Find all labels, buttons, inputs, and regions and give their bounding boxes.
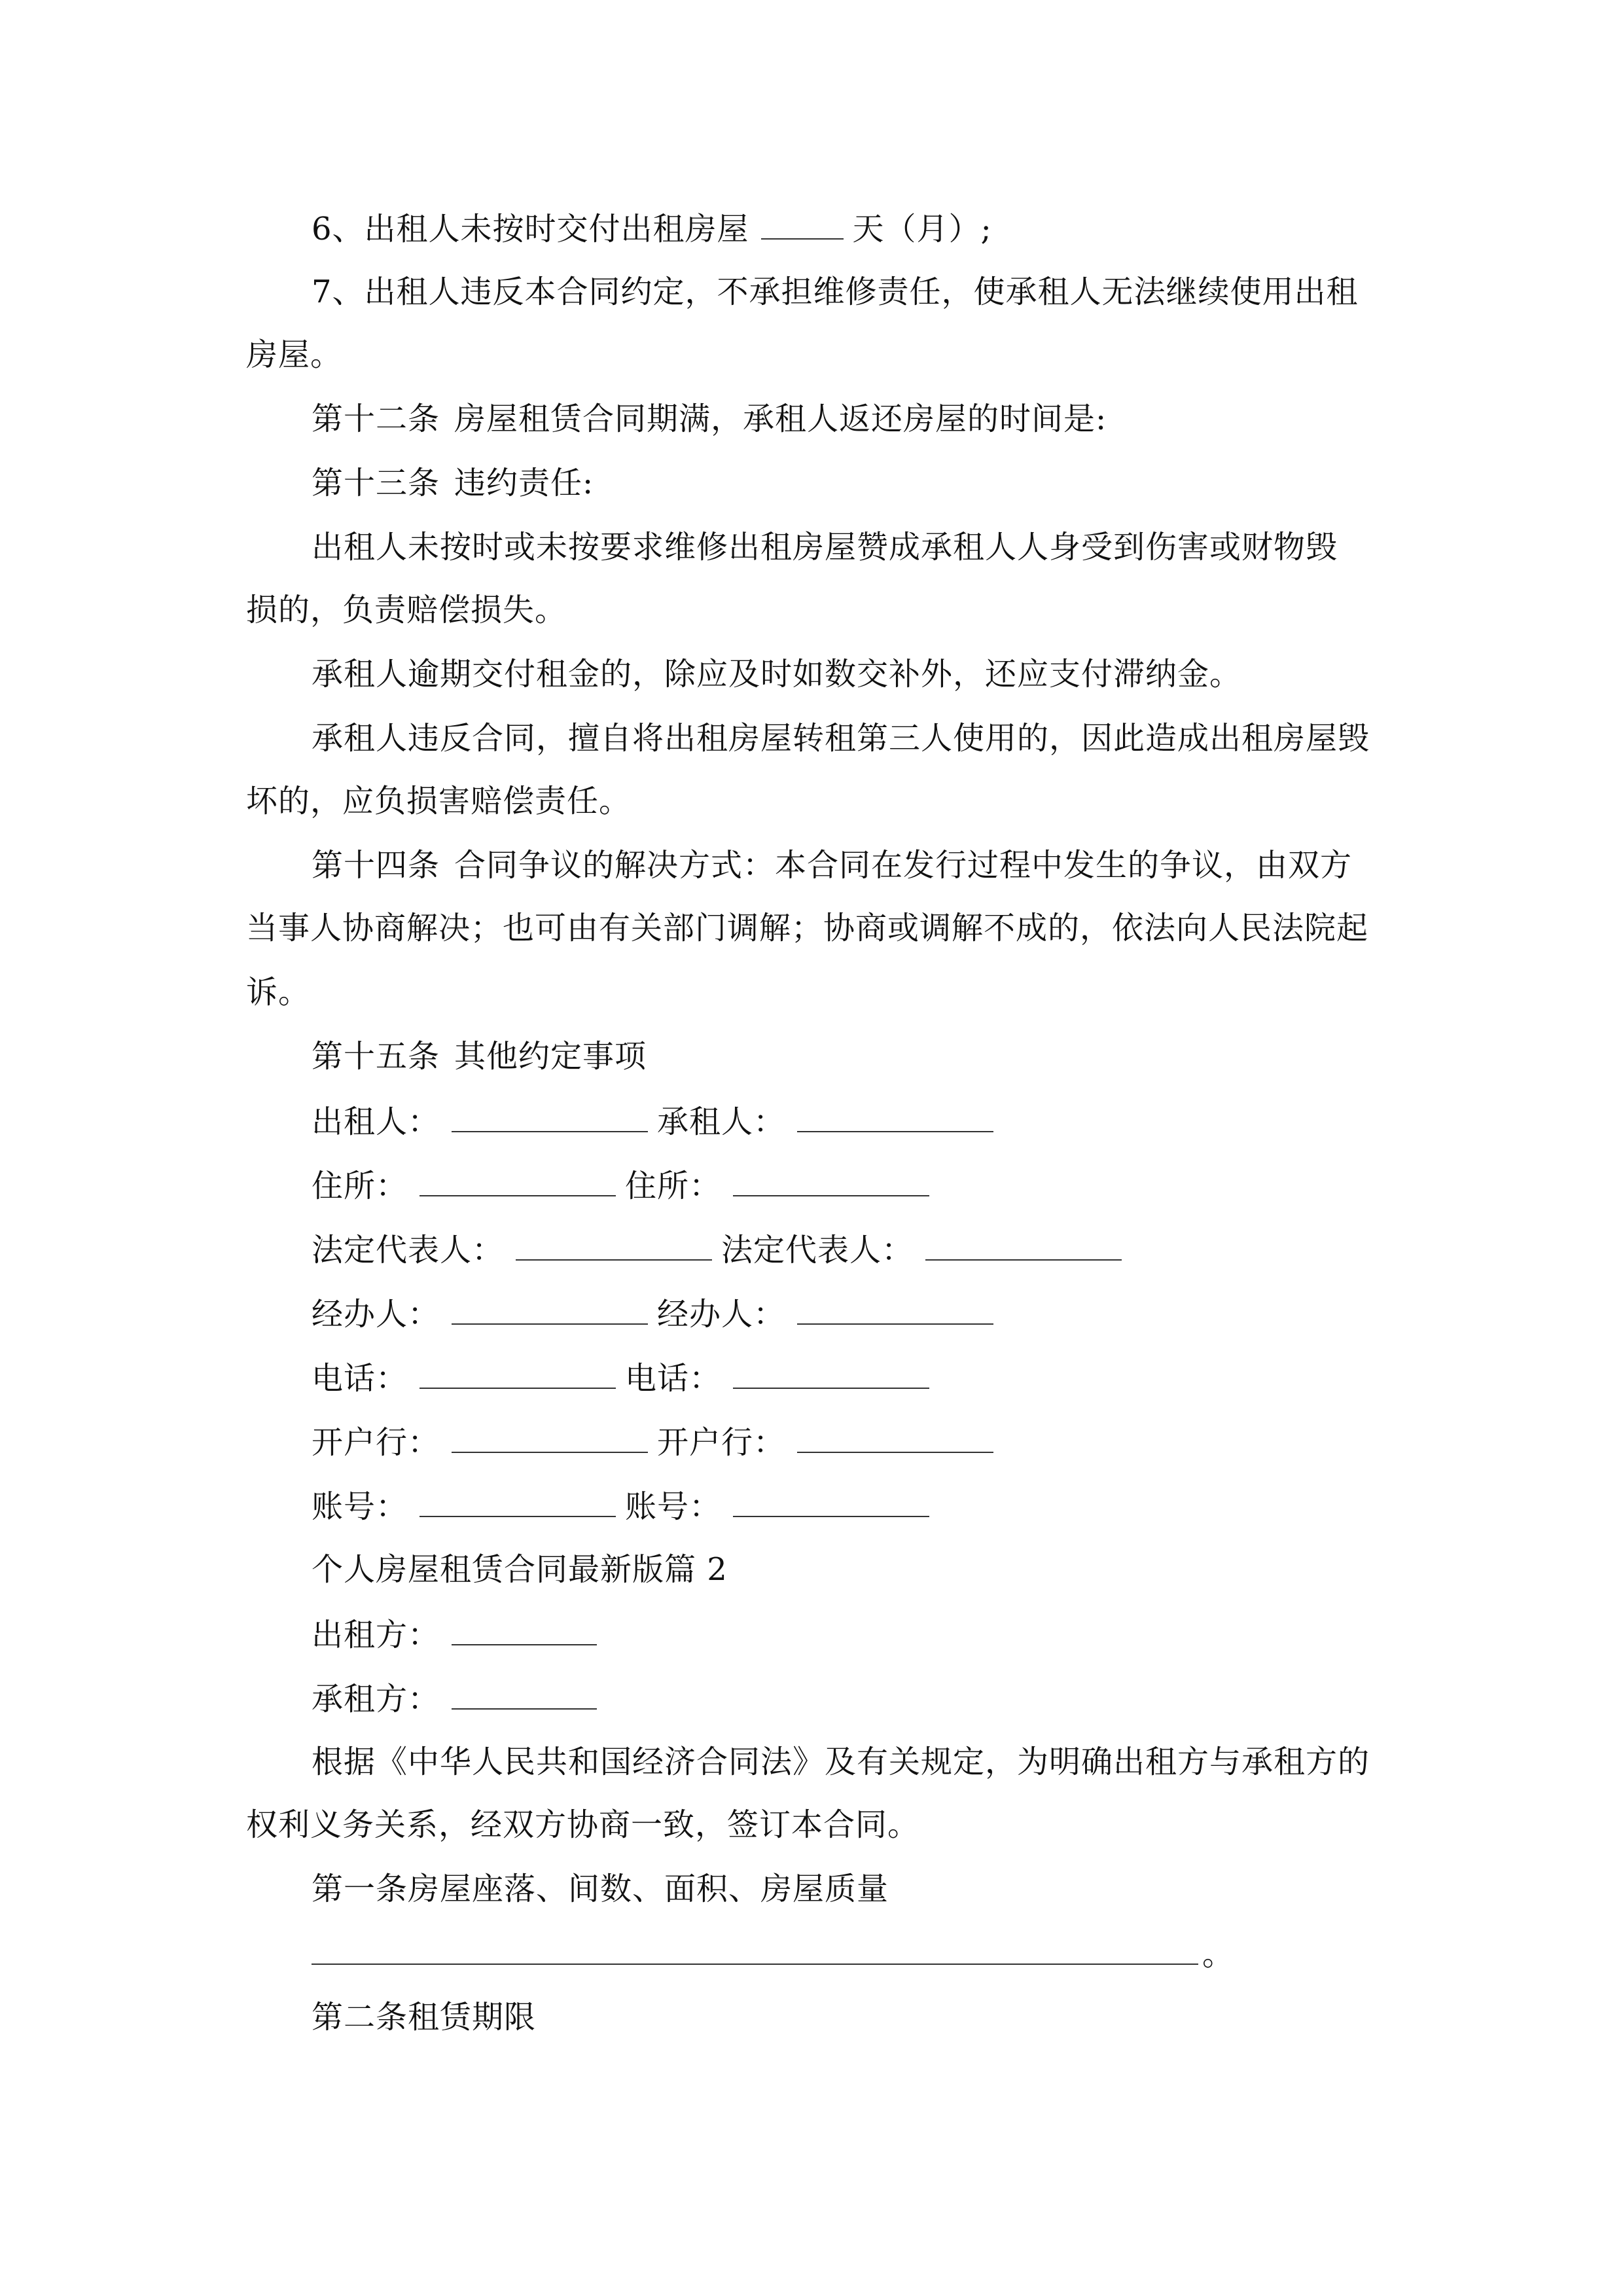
liability-3-line1: 承租人违反合同，擅自将出租房屋转租第三人使用的，因此造成出租房屋毁: [312, 720, 1370, 757]
article-14-text: 合同争议的解决方式：本合同在发行过程中发生的争议，由双方: [454, 847, 1353, 884]
signature-row-agent: [312, 1293, 1003, 1334]
signature-row-lessor: [312, 1101, 1003, 1141]
article-13-text: 违约责任:: [454, 465, 594, 501]
clause-6-text: 6、出租人未按时交付出租房屋: [312, 211, 749, 247]
signature-blank-left: [452, 1422, 648, 1453]
signature-blank-left: [419, 1357, 616, 1389]
signature-blank-right: [797, 1422, 993, 1453]
signature-label-left: 出租人：: [312, 1103, 440, 1140]
signature-row-phone: [312, 1357, 938, 1398]
liability-1-line2: 损的，负责赔偿损失。: [246, 592, 567, 628]
liability-1-line1: 出租人未按时或未按要求维修出租房屋赞成承租人人身受到伤害或财物毁: [312, 529, 1338, 565]
article-14-number: 第十四条: [312, 847, 440, 884]
article-1-fill-line: [312, 1933, 1234, 1974]
article-13: [312, 463, 594, 503]
signature-label-right: 电话：: [625, 1360, 722, 1397]
signature-row-account: [312, 1486, 938, 1526]
liability-2: 承租人逾期交付租金的，除应及时如数交补外，还应支付滞纳金。: [312, 656, 1242, 692]
signature-label-right: 开户行：: [657, 1424, 786, 1461]
signature-label-left: 账号：: [312, 1488, 408, 1525]
article-2-heading: 第二条租赁期限: [312, 1999, 537, 2036]
signature-blank-right: [733, 1357, 929, 1389]
signature-blank-left: [452, 1293, 648, 1325]
article-1-heading: 第一条房屋座落、间数、面积、房屋质量: [312, 1871, 889, 1907]
article-15-number: 第十五条: [312, 1038, 440, 1075]
signature-label-left: 经办人：: [312, 1296, 440, 1333]
signature-label-right: 账号：: [625, 1488, 722, 1525]
article-15: [312, 1037, 647, 1076]
article-12: [312, 399, 1107, 439]
lessee-label: 承租方：: [312, 1681, 440, 1717]
article-14-line1: [312, 846, 1352, 885]
signature-label-left: 开户行：: [312, 1424, 440, 1461]
liability-3-line2: 坏的，应负损害赔偿责任。: [246, 783, 632, 819]
days-blank: [761, 208, 844, 240]
signature-blank-right: [925, 1229, 1122, 1261]
signature-blank-right: [733, 1165, 929, 1196]
signature-blank-left: [419, 1165, 616, 1196]
intro-line2: 权利义务关系，经双方协商一致，签订本合同。: [246, 1806, 920, 1843]
signature-label-right: 承租人：: [657, 1103, 786, 1140]
article-1-period: 。: [1202, 1936, 1235, 1973]
clause-6-unit: 天（月）;: [852, 211, 992, 247]
article-1-blank: [312, 1933, 1198, 1965]
clause-7-line2: 房屋。: [246, 336, 343, 373]
article-13-number: 第十三条: [312, 465, 440, 501]
article-15-text: 其他约定事项: [454, 1038, 647, 1075]
article-14-line2: 当事人协商解决；也可由有关部门调解；协商或调解不成的，依法向人民法院起: [246, 910, 1369, 946]
lessor-blank: [452, 1614, 597, 1645]
signature-row-legal-rep: [312, 1229, 1131, 1270]
signature-blank-right: [797, 1293, 993, 1325]
signature-label-left: 法定代表人：: [312, 1232, 505, 1268]
signature-label-right: 法定代表人：: [721, 1232, 914, 1268]
signature-label-left: 电话：: [312, 1360, 408, 1397]
article-12-text: 房屋租赁合同期满，承租人返还房屋的时间是:: [454, 401, 1107, 437]
lessor-label: 出租方：: [312, 1617, 440, 1653]
signature-blank-right: [733, 1486, 929, 1517]
intro-line1: 根据《中华人民共和国经济合同法》及有关规定，为明确出租方与承租方的: [312, 1744, 1370, 1780]
section-2-heading: 个人房屋租赁合同最新版篇 2: [312, 1551, 728, 1588]
signature-row-bank: [312, 1422, 1003, 1462]
article-14-line3: 诉。: [246, 974, 311, 1011]
signature-blank-left: [452, 1101, 648, 1132]
clause-7-line1: 7、出租人违反本合同约定，不承担维修责任，使承租人无法继续使用出租: [312, 274, 1359, 310]
signature-row-address: [312, 1165, 938, 1206]
lessee-line: [312, 1678, 606, 1719]
signature-label-right: 住所：: [625, 1168, 722, 1204]
lessee-blank: [452, 1678, 597, 1710]
signature-label-left: 住所：: [312, 1168, 408, 1204]
signature-blank-right: [797, 1101, 993, 1132]
article-12-number: 第十二条: [312, 401, 440, 437]
signature-blank-left: [419, 1486, 616, 1517]
clause-6: [312, 208, 992, 249]
signature-blank-left: [516, 1229, 712, 1261]
signature-label-right: 经办人：: [657, 1296, 786, 1333]
lessor-line: [312, 1614, 606, 1655]
